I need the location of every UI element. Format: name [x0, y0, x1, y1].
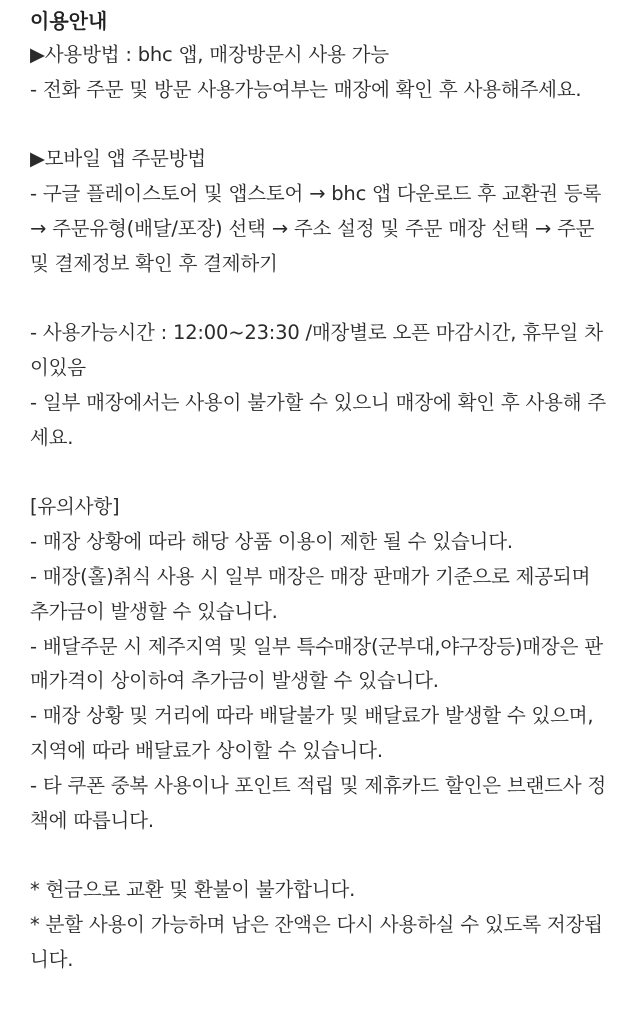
footer-note: * 현금으로 교환 및 환불이 불가합니다.: [30, 878, 356, 902]
caution-heading: [유의사항]: [30, 495, 120, 519]
mobile-order-steps: - 구글 플레이스토어 및 앱스토어 → bhc 앱 다운로드 후 교환권 등록 → 주문유형(배달/포장) 선택 → 주소 설정 및 주문 매장 선택 → 주문 및 결제정보 확인 후 결제하기: [30, 182, 602, 275]
footer-note: * 분할 사용이 가능하며 남은 잔액은 다시 사용하실 수 있도록 저장됩니다.: [30, 912, 603, 971]
usage-method-note: - 전화 주문 및 방문 사용가능여부는 매장에 확인 후 사용해주세요.: [30, 77, 582, 101]
caution-item: - 배달주문 시 제주지역 및 일부 특수매장(군부대,야구장등)매장은 판매가격이 상이하여 추가금이 발생할 수 있습니다.: [30, 634, 603, 693]
spacer: [30, 456, 611, 491]
page-title: 이용안내: [30, 9, 108, 33]
mobile-order-heading: ▶모바일 앱 주문방법: [30, 147, 206, 171]
caution-item: - 매장 상황에 따라 해당 상품 이용이 제한 될 수 있습니다.: [30, 530, 513, 554]
spacer: [30, 838, 611, 873]
caution-item: - 타 쿠폰 중복 사용이나 포인트 적립 및 제휴카드 할인은 브랜드사 정책에 따릅니다.: [30, 773, 607, 832]
store-availability-note: - 일부 매장에서는 사용이 불가할 수 있으니 매장에 확인 후 사용해 주세요.: [30, 390, 607, 449]
caution-item: - 매장(홀)취식 사용 시 일부 매장은 매장 판매가 기준으로 제공되며 추가금이 발생할 수 있습니다.: [30, 564, 591, 623]
usage-method-heading: ▶사용방법 : bhc 앱, 매장방문시 사용 가능: [30, 43, 389, 66]
caution-item: - 매장 상황 및 거리에 따라 배달불가 및 배달료가 발생할 수 있으며, 지역에 따라 배달료가 상이할 수 있습니다.: [30, 704, 594, 762]
available-time: - 사용가능시간 : 12:00~23:30 /매장별로 오픈 마감시간, 휴무일 차이있음: [30, 321, 603, 380]
spacer: [30, 282, 611, 317]
spacer: [30, 108, 611, 143]
